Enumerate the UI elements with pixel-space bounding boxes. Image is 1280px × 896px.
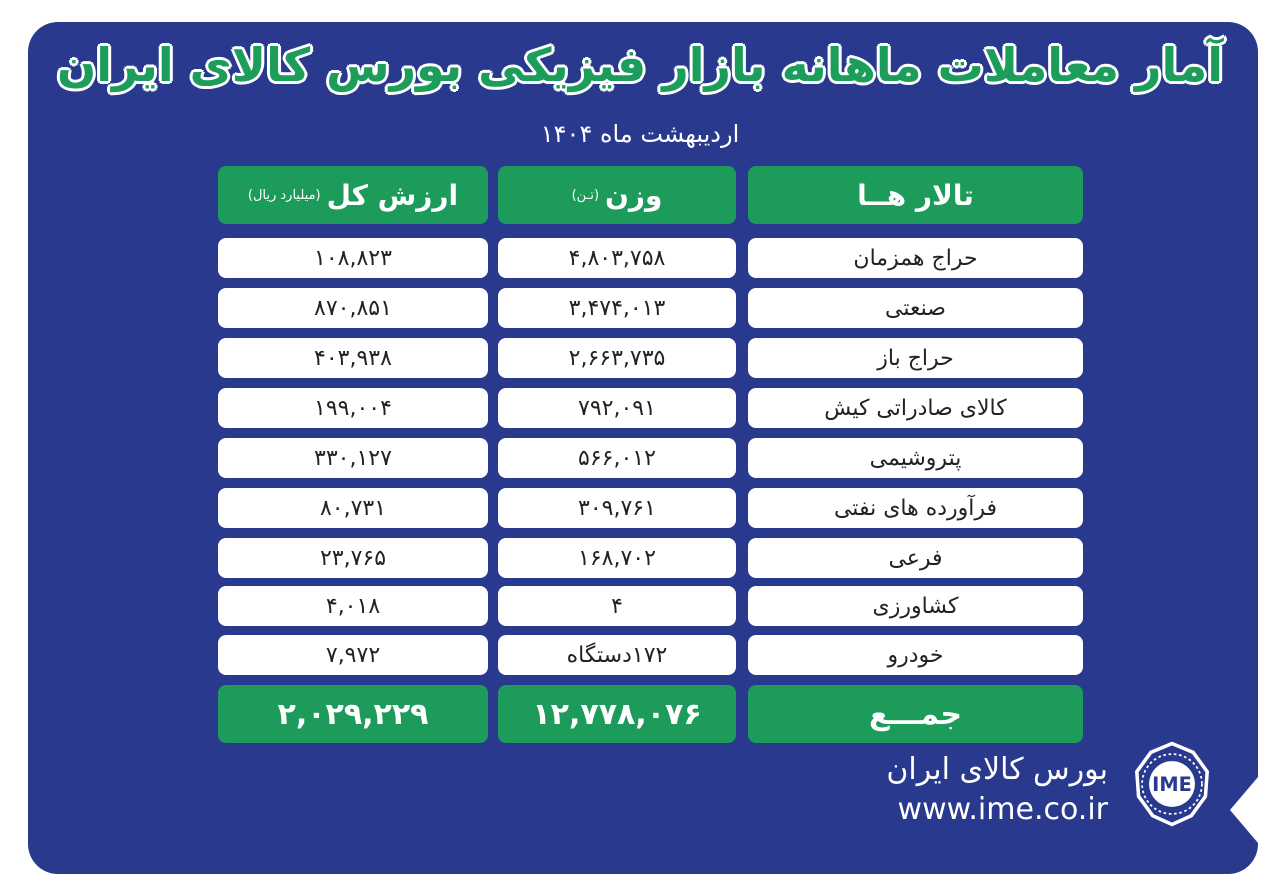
table-row-weight: ۴ <box>498 586 736 626</box>
ime-logo-icon <box>1128 740 1216 828</box>
ime-logo-text: IME <box>1152 773 1192 797</box>
table-row-weight: ۳,۴۷۴,۰۱۳ <box>498 288 736 328</box>
table-row-weight: ۲,۶۶۳,۷۳۵ <box>498 338 736 378</box>
table-row-weight: ۳۰۹,۷۶۱ <box>498 488 736 528</box>
header-hall <box>748 166 1083 224</box>
table-row-weight: ۱۷۲دستگاه <box>498 635 736 675</box>
table-row-value: ۳۳۰,۱۲۷ <box>218 438 488 478</box>
table-row-weight: ۱۶۸,۷۰۲ <box>498 538 736 578</box>
table-row-hall: فرعی <box>748 538 1083 578</box>
header-weight <box>498 166 736 224</box>
header-weight-unit: (تـن) <box>571 187 600 203</box>
table-row-value: ۴,۰۱۸ <box>218 586 488 626</box>
table-row-value: ۷,۹۷۲ <box>218 635 488 675</box>
table-row-hall: فرآورده های نفتی <box>748 488 1083 528</box>
page-title: آمار معاملات ماهانه بازار فیزیکی بورس کالای ایران <box>56 38 1224 92</box>
table-row-hall: پتروشیمی <box>748 438 1083 478</box>
table-row-value: ۱۹۹,۰۰۴ <box>218 388 488 428</box>
header-value <box>218 166 488 224</box>
header-weight-label: وزن <box>605 178 663 212</box>
header-value-label: ارزش کل <box>326 178 459 212</box>
header-value-unit: (میلیارد ریال) <box>247 187 321 203</box>
table-row-weight: ۷۹۲,۰۹۱ <box>498 388 736 428</box>
total-weight: ۱۲,۷۷۸,۰۷۶ <box>498 685 736 743</box>
table-row-value: ۴۰۳,۹۳۸ <box>218 338 488 378</box>
table-row-hall: حراج همزمان <box>748 238 1083 278</box>
footer-org-name: بورس کالای ایران <box>886 752 1108 787</box>
total-label: جمـــع <box>748 685 1083 743</box>
table-row-hall: خودرو <box>748 635 1083 675</box>
table-row-weight: ۵۶۶,۰۱۲ <box>498 438 736 478</box>
table-row-value: ۸۰,۷۳۱ <box>218 488 488 528</box>
table-row-value: ۲۳,۷۶۵ <box>218 538 488 578</box>
total-value: ۲,۰۲۹,۲۲۹ <box>218 685 488 743</box>
table-row-hall: کالای صادراتی کیش <box>748 388 1083 428</box>
table-row-hall: حراج باز <box>748 338 1083 378</box>
header-hall-label: تالار هــا <box>857 178 974 212</box>
footer-website-link[interactable]: www.ime.co.ir <box>897 792 1108 827</box>
frame-notch <box>1230 770 1258 850</box>
table-row-hall: صنعتی <box>748 288 1083 328</box>
table-row-weight: ۴,۸۰۳,۷۵۸ <box>498 238 736 278</box>
table-row-hall: کشاورزی <box>748 586 1083 626</box>
page-subtitle: اردیبهشت ماه ۱۴۰۴ <box>540 120 740 148</box>
table-row-value: ۱۰۸,۸۲۳ <box>218 238 488 278</box>
table-row-value: ۸۷۰,۸۵۱ <box>218 288 488 328</box>
